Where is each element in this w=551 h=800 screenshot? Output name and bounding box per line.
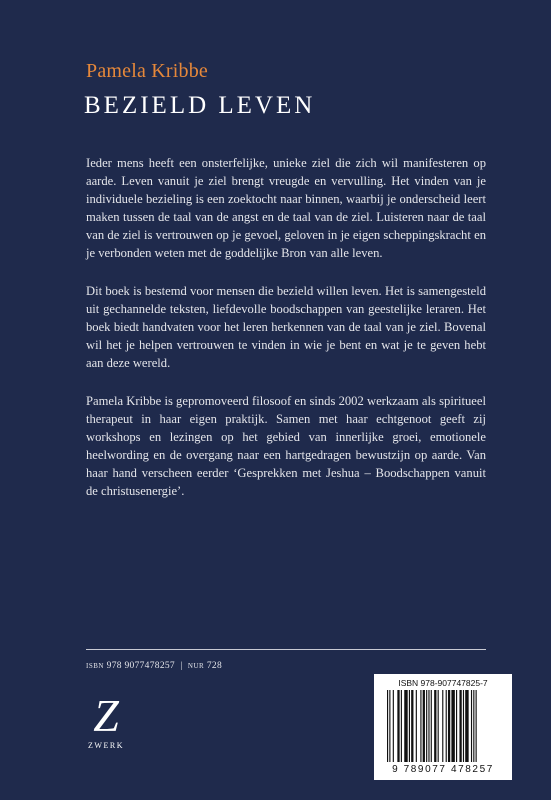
barcode xyxy=(374,674,512,780)
blurb-paragraph-2: Dit boek is bestemd voor mensen die bezield willen leven. Het is samengesteld uit gechannelde teksten, liefdevolle boodschappen van geestelijke leraren. Het boek biedt handvaten voor het leren herkennen van de taal van je ziel. Bovenal wil het je helpen vertrouwen te vinden in wie je bent en wat je te geven hebt aan deze wereld. xyxy=(86,284,486,370)
isbn-nur-line xyxy=(86,661,222,671)
isbn-label: ISBN xyxy=(86,662,104,670)
publisher-logo-icon: Z xyxy=(93,690,119,741)
barcode-bars-icon xyxy=(385,690,501,764)
barcode-digits: 9 789077 478257 xyxy=(392,764,494,775)
isbn-number: 978 9077478257 xyxy=(106,661,175,671)
author-name: Pamela Kribbe xyxy=(86,60,209,82)
blurb-paragraph-1: Ieder mens heeft een onsterfelijke, unieke ziel die zich wil manifesteren op aarde. Leven vanuit je ziel brengt vreugde en vervulling. Het vinden van je individuele bezieling is een zoektocht naar binnen, waarbij je onderscheid leert maken tussen de taal van de angst en de taal van de ziel. Luisteren naar de taal van de ziel is vertrouwen op je gevoel, geloven in je eigen scheppingskracht en je verbonden weten met de goddelijke Bron van alle leven. xyxy=(86,156,486,260)
nur-label: NUR xyxy=(187,662,205,670)
publisher-logo xyxy=(84,690,128,750)
author-bio-paragraph: Pamela Kribbe is gepromoveerd filosoof en sinds 2002 werkzaam als spiritueel therapeut in haar eigen praktijk. Samen met haar echtgenoot geeft zij workshops en lezingen op het gebied van innerlijke groei, emotionele heelwording en de overgang naar een hartgedragen bewustzijn op aarde. Van haar hand verscheen eerder ‘Gesprekken met Jeshua – Boodschappen vanuit de christusenergie’. xyxy=(86,394,486,498)
barcode-isbn-text: ISBN 978-907747825-7 xyxy=(398,678,488,688)
book-title: BEZIELD LEVEN xyxy=(84,92,316,119)
divider-line xyxy=(86,649,486,650)
publisher-name: ZWERK xyxy=(88,741,124,750)
back-cover-text xyxy=(86,154,486,520)
nur-number: 728 xyxy=(206,661,223,671)
separator: | xyxy=(177,661,186,671)
